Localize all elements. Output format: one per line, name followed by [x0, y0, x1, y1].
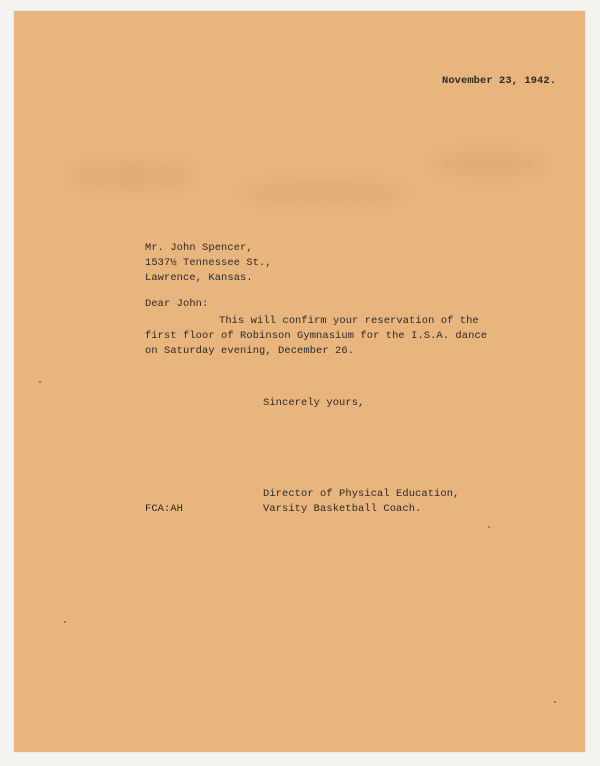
closing: Sincerely yours, [263, 397, 365, 409]
paper-speck [64, 621, 66, 623]
typist-initials: FCA:AH [145, 503, 184, 515]
paper-stain [434, 151, 544, 177]
letter-date: November 23, 1942. [442, 75, 557, 87]
recipient-city: Lawrence, Kansas. [145, 272, 253, 284]
paper-speck [488, 526, 490, 528]
body-line: first floor of Robinson Gymnasium for the I.S.A. dance [145, 330, 488, 342]
letter-page [14, 11, 585, 752]
paper-speck [554, 701, 556, 703]
salutation: Dear John: [145, 298, 209, 310]
recipient-name: Mr. John Spencer, [145, 242, 253, 254]
paper-stain [244, 181, 404, 205]
body-line: This will confirm your reservation of the [219, 315, 479, 327]
body-line: on Saturday evening, December 26. [145, 345, 355, 357]
signature-title: Varsity Basketball Coach. [263, 503, 422, 515]
paper-speck [39, 381, 41, 383]
signature-title: Director of Physical Education, [263, 488, 460, 500]
paper-stain [74, 161, 194, 191]
recipient-street: 1537½ Tennessee St., [145, 257, 272, 269]
